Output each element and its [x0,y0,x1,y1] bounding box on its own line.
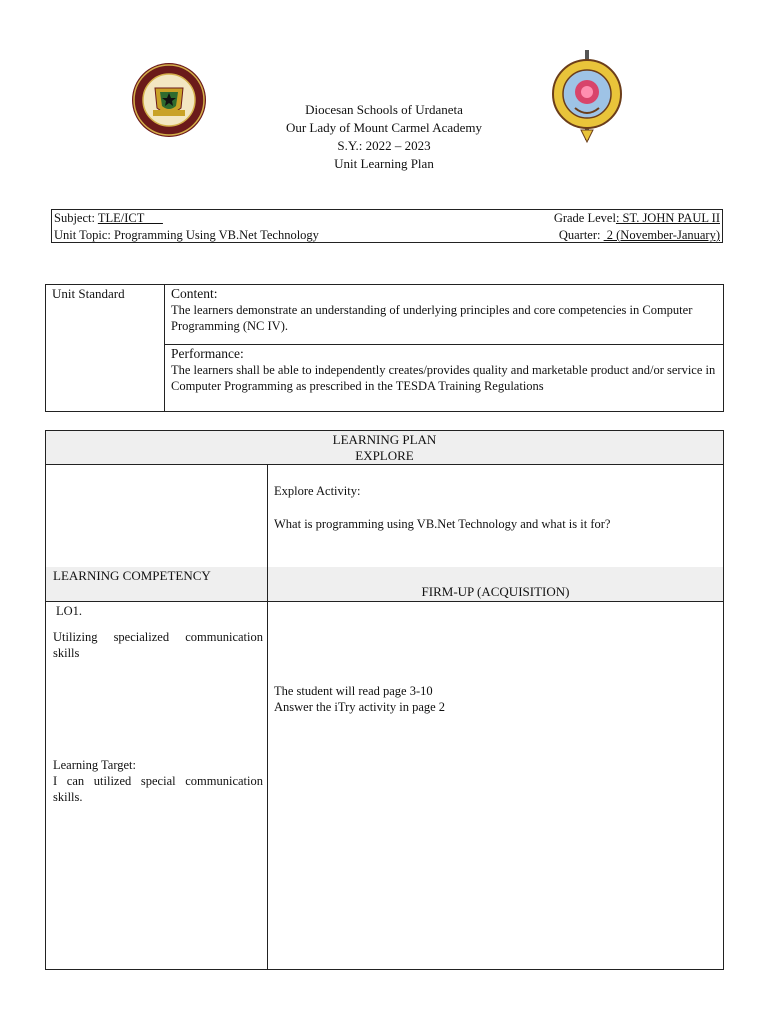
school-group: Diocesan Schools of Urdaneta [305,102,463,117]
activity-line-1: The student will read page 3-10 [274,684,433,698]
content-title: Content: [171,286,218,301]
learning-outcome-cell [53,603,263,805]
learning-plan-table [45,430,724,970]
firm-up-activity-cell [274,683,717,715]
lo-code: LO1. [56,604,83,618]
learning-target-text: I can utilized special communication skills. [53,774,263,804]
grade-level-value: : ST. JOHN PAUL II [615,211,720,225]
document-title: Unit Learning Plan [334,156,434,171]
explore-activity-cell [274,483,717,532]
learning-plan-header [46,431,723,465]
activity-line-2: Answer the iTry activity in page 2 [274,700,446,714]
unit-standard-table [45,284,724,412]
learning-plan-title: LEARNING PLAN [332,432,437,447]
row-divider [46,601,723,602]
unit-topic-value: Programming Using VB.Net Technology [114,228,319,242]
content-standard-cell [165,285,723,345]
explore-question: What is programming using VB.Net Technology and what is it for? [274,517,611,531]
content-text: The learners demonstrate an understanding of underlying principles and core competencies in Computer Programming (NC IV). [171,303,693,333]
performance-text: The learners shall be able to independently creates/provides quality and marketable product and/or service in Computer Programming as prescribed in the TESDA Training Regulations [171,363,716,393]
unit-standard-label: Unit Standard [46,285,165,411]
lo-text: Utilizing specialized communication skills [53,630,263,660]
subject-field: Subject: TLE/ICT [54,211,163,225]
grade-level-field: Grade Level: ST. JOHN PAUL II [553,211,720,225]
firm-up-header: FIRM-UP (ACQUISITION) [268,567,723,601]
document-header [0,101,768,173]
unit-topic-field: Unit Topic: Programming Using VB.Net Technology [54,228,319,242]
column-divider [267,465,268,969]
school-name: Our Lady of Mount Carmel Academy [285,120,483,135]
quarter-value: 2 (November-January) [603,228,720,242]
learning-competency-header: LEARNING COMPETENCY [46,567,267,601]
school-year: S.Y.: 2022 – 2023 [337,138,431,153]
learning-target-label: Learning Target: [53,758,137,772]
performance-standard-cell [165,345,723,411]
subject-value: TLE/ICT [97,211,163,225]
explore-activity-label: Explore Activity: [274,484,361,498]
subject-info-box [51,209,723,243]
performance-title: Performance: [171,346,244,361]
learning-plan-subtitle: EXPLORE [355,448,414,463]
quarter-field: Quarter: 2 (November-January) [558,228,720,242]
